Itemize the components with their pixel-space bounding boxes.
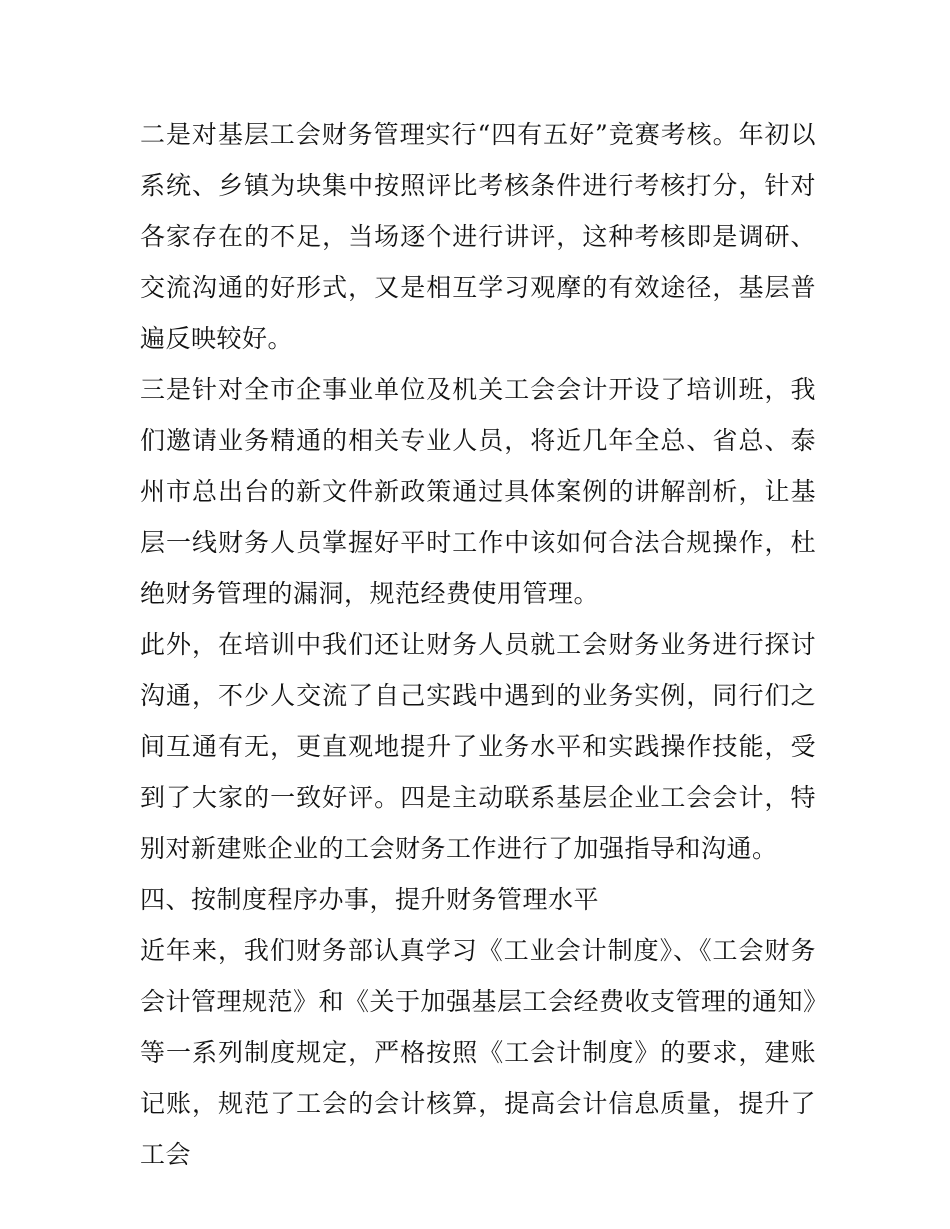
paragraph-regulations: 近年来，我们财务部认真学习《工业会计制度》、《工会财务会计管理规范》和《关于加强基层工会经费收支管理的通知》等一系列制度规定，严格按照《工会计制度》的要求，建账记账，规范了工会的会计核算，提高会计信息质量，提升了工会	[140, 936, 817, 1169]
section-heading-four: 四、按制度程序办事，提升财务管理水平	[140, 885, 600, 914]
document-body	[140, 109, 816, 1180]
paragraph-training-class: 三是针对全市企事业单位及机关工会会计开设了培训班，我们邀请业务精通的相关专业人员，将近几年全总、省总、泰州市总出台的新文件新政策通过具体案例的讲解剖析，让基层一线财务人员掌握好平时工作中该如何合法合规操作，杜绝财务管理的漏洞，规范经费使用管理。	[140, 375, 816, 608]
paragraph-training-exchange: 此外，在培训中我们还让财务人员就工会财务业务进行探讨沟通，不少人交流了自己实践中遇到的业务实例，同行们之间互通有无，更直观地提升了业务水平和实践操作技能，受到了大家的一致好评。四是主动联系基层企业工会会计，特别对新建账企业的工会财务工作进行了加强指导和沟通。	[140, 630, 816, 863]
paragraph-competition-assessment: 二是对基层工会财务管理实行“四有五好”竞赛考核。年初以系统、乡镇为块集中按照评比考核条件进行考核打分，针对各家存在的不足，当场逐个进行讲评，这种考核即是调研、交流沟通的好形式，又是相互学习观摩的有效途径，基层普遍反映较好。	[140, 120, 816, 353]
